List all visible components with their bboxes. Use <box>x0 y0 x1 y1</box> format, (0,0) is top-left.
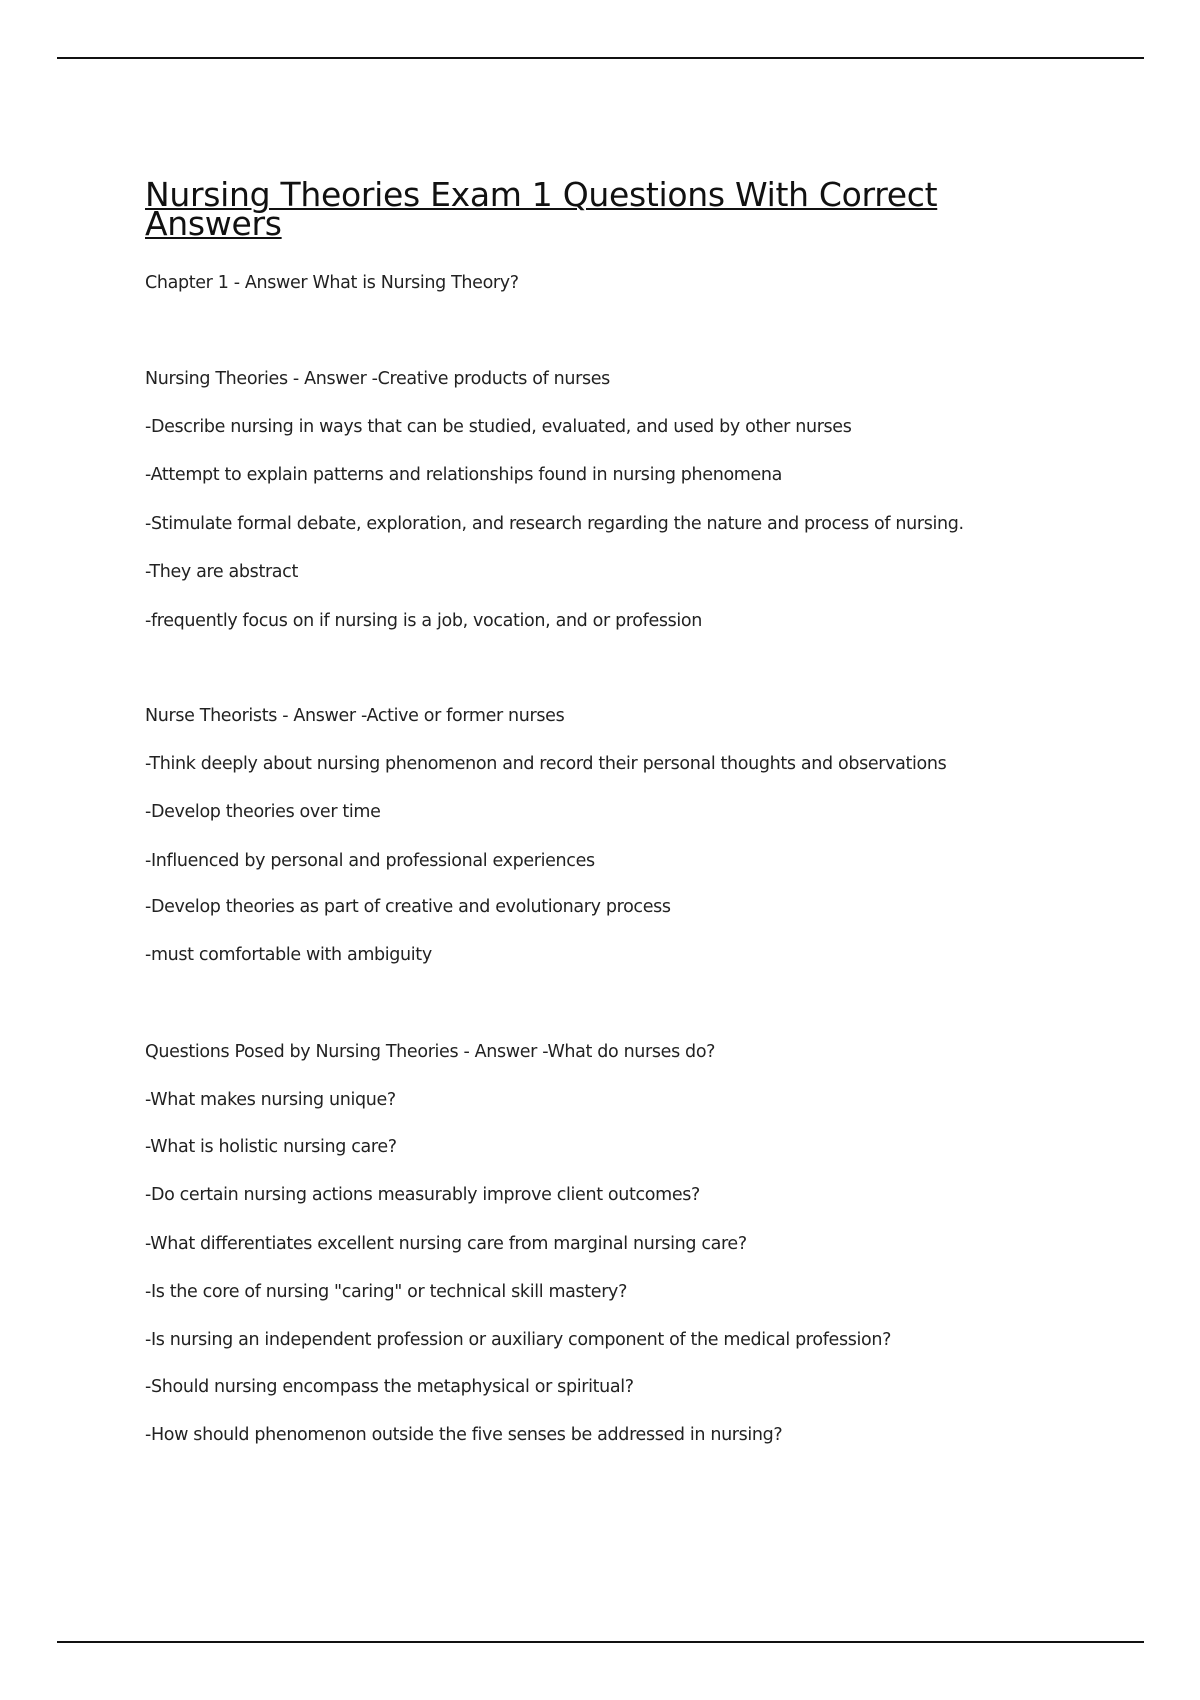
list-item: -Think deeply about nursing phenomenon and record their personal thoughts and observations <box>145 754 947 774</box>
list-item: -Should nursing encompass the metaphysical or spiritual? <box>145 1377 634 1397</box>
list-item: -Influenced by personal and professional experiences <box>145 851 595 871</box>
list-item: -They are abstract <box>145 562 298 582</box>
list-item: -What is holistic nursing care? <box>145 1137 397 1157</box>
list-item: -Develop theories as part of creative and evolutionary process <box>145 897 671 917</box>
footer-rule <box>57 1641 1144 1643</box>
list-item: -Develop theories over time <box>145 802 381 822</box>
page-content <box>145 175 1145 1445</box>
list-item: -Attempt to explain patterns and relationships found in nursing phenomena <box>145 465 783 485</box>
chapter-line: Chapter 1 - Answer What is Nursing Theory? <box>145 273 519 293</box>
header-rule <box>57 57 1144 59</box>
list-item: -Is the core of nursing "caring" or technical skill mastery? <box>145 1282 628 1302</box>
list-item: -must comfortable with ambiguity <box>145 945 432 965</box>
list-item: -Stimulate formal debate, exploration, and research regarding the nature and process of nursing. <box>145 514 964 534</box>
list-item: -frequently focus on if nursing is a job, vocation, and or profession <box>145 611 703 631</box>
list-item: -Is nursing an independent profession or auxiliary component of the medical profession? <box>145 1330 892 1350</box>
document-title: Nursing Theories Exam 1 Questions With Correct Answers <box>145 175 938 243</box>
section-heading: Nurse Theorists - Answer -Active or former nurses <box>145 706 565 726</box>
list-item: -Describe nursing in ways that can be studied, evaluated, and used by other nurses <box>145 417 852 437</box>
list-item: -How should phenomenon outside the five senses be addressed in nursing? <box>145 1425 783 1445</box>
list-item: -Do certain nursing actions measurably improve client outcomes? <box>145 1185 700 1205</box>
list-item: -What differentiates excellent nursing care from marginal nursing care? <box>145 1234 747 1254</box>
section-heading: Questions Posed by Nursing Theories - Answer -What do nurses do? <box>145 1042 716 1062</box>
list-item: -What makes nursing unique? <box>145 1090 396 1110</box>
section-heading: Nursing Theories - Answer -Creative products of nurses <box>145 369 610 389</box>
